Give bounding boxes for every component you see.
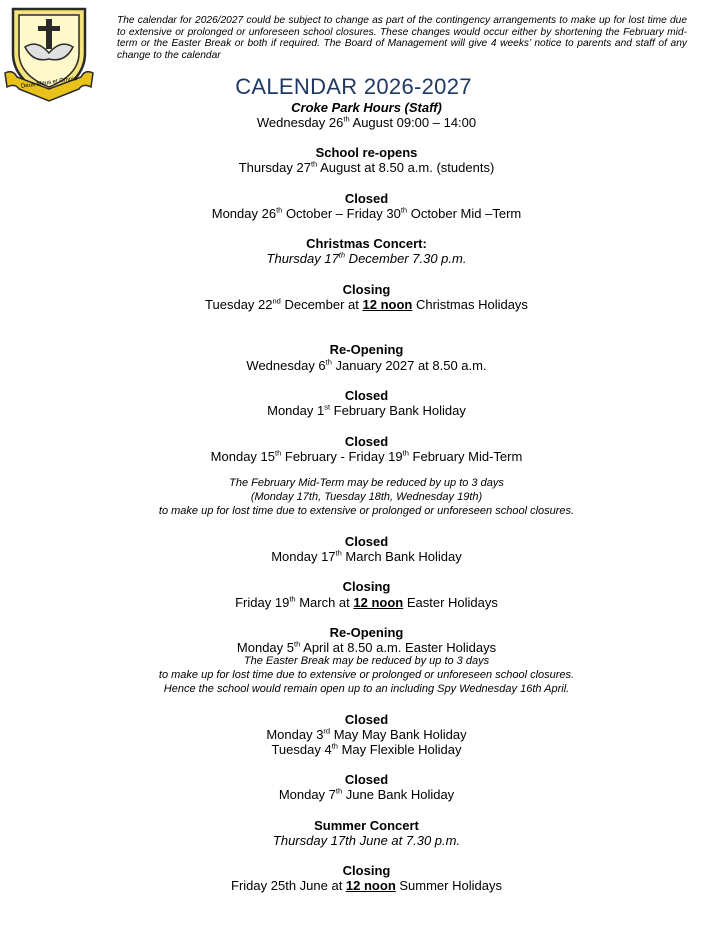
- reopen2-date: Wednesday 6th January 2027 at 8.50 a.m.: [246, 357, 487, 373]
- croke-heading: Croke Park Hours (Staff): [291, 100, 442, 115]
- closing3-date: Friday 25th June at 12 noon Summer Holidays: [231, 878, 502, 893]
- easter-note-1: The Easter Break may be reduced by up to 3 days: [243, 655, 490, 667]
- closed2-heading: Closed: [344, 388, 389, 403]
- closed2-date: Monday 1st February Bank Holiday: [267, 402, 466, 418]
- closed5-heading: Closed: [344, 712, 389, 727]
- feb-note-1: The February Mid-Term may be reduced by up to 3 days: [229, 477, 504, 489]
- closed1-heading: Closed: [344, 191, 389, 206]
- closing3-heading: Closing: [342, 863, 391, 878]
- feb-note-2: (Monday 17th, Tuesday 18th, Wednesday 19th): [250, 491, 483, 503]
- closed1-date: Monday 26th October – Friday 30th October Mid –Term: [211, 205, 522, 221]
- closed5-date-2: Tuesday 4th May Flexible Holiday: [271, 741, 462, 757]
- closing1-date: Tuesday 22nd December at 12 noon Christmas Holidays: [205, 296, 528, 312]
- crest-motto: Deus Meus et Omnia: [20, 76, 78, 90]
- closed4-date: Monday 17th March Bank Holiday: [271, 548, 462, 564]
- closing1-heading: Closing: [342, 282, 391, 297]
- xmas-heading: Christmas Concert:: [306, 236, 427, 251]
- closed3-heading: Closed: [344, 434, 389, 449]
- closing2-heading: Closing: [342, 579, 391, 594]
- closed6-heading: Closed: [344, 772, 389, 787]
- croke-date: Wednesday 26th August 09:00 – 14:00: [256, 114, 477, 130]
- page-title: CALENDAR 2026-2027: [235, 74, 472, 99]
- xmas-date: Thursday 17th December 7.30 p.m.: [266, 250, 467, 266]
- reopen3-date: Monday 5th April at 8.50 a.m. Easter Holidays: [236, 639, 497, 655]
- feb-note-3: to make up for lost time due to extensive or prolonged or unforeseen school closures.: [158, 505, 575, 517]
- contingency-notice: The calendar for 2026/2027 could be subject to change as part of the contingency arrangements to make up for lost time due to extensive or prolonged or unforeseen school closures. These changes would occur either by shortening the February mid-term or the Easter Break or both if required. The Board of Management will give 4 weeks’ notice to parents and staff of any change to the calendar: [117, 15, 687, 61]
- closed6-date: Monday 7th June Bank Holiday: [278, 786, 455, 802]
- reopen1-date: Thursday 27th August at 8.50 a.m. (students): [238, 159, 495, 175]
- closed4-heading: Closed: [344, 534, 389, 549]
- summer-date: Thursday 17th June at 7.30 p.m.: [272, 833, 461, 848]
- closed3-date: Monday 15th February - Friday 19th February Mid-Term: [210, 448, 523, 464]
- reopen2-heading: Re-Opening: [329, 342, 404, 357]
- easter-note-3: Hence the school would remain open up to an including Spy Wednesday 16th April.: [163, 683, 570, 695]
- easter-note-2: to make up for lost time due to extensive or prolonged or unforeseen school closures.: [158, 669, 575, 681]
- closed5-date: Monday 3rd May May Bank Holiday: [266, 726, 467, 742]
- summer-heading: Summer Concert: [314, 818, 419, 833]
- reopen1-heading: School re-opens: [315, 145, 418, 160]
- closing2-date: Friday 19th March at 12 noon Easter Holidays: [235, 594, 498, 610]
- reopen3-heading: Re-Opening: [329, 625, 404, 640]
